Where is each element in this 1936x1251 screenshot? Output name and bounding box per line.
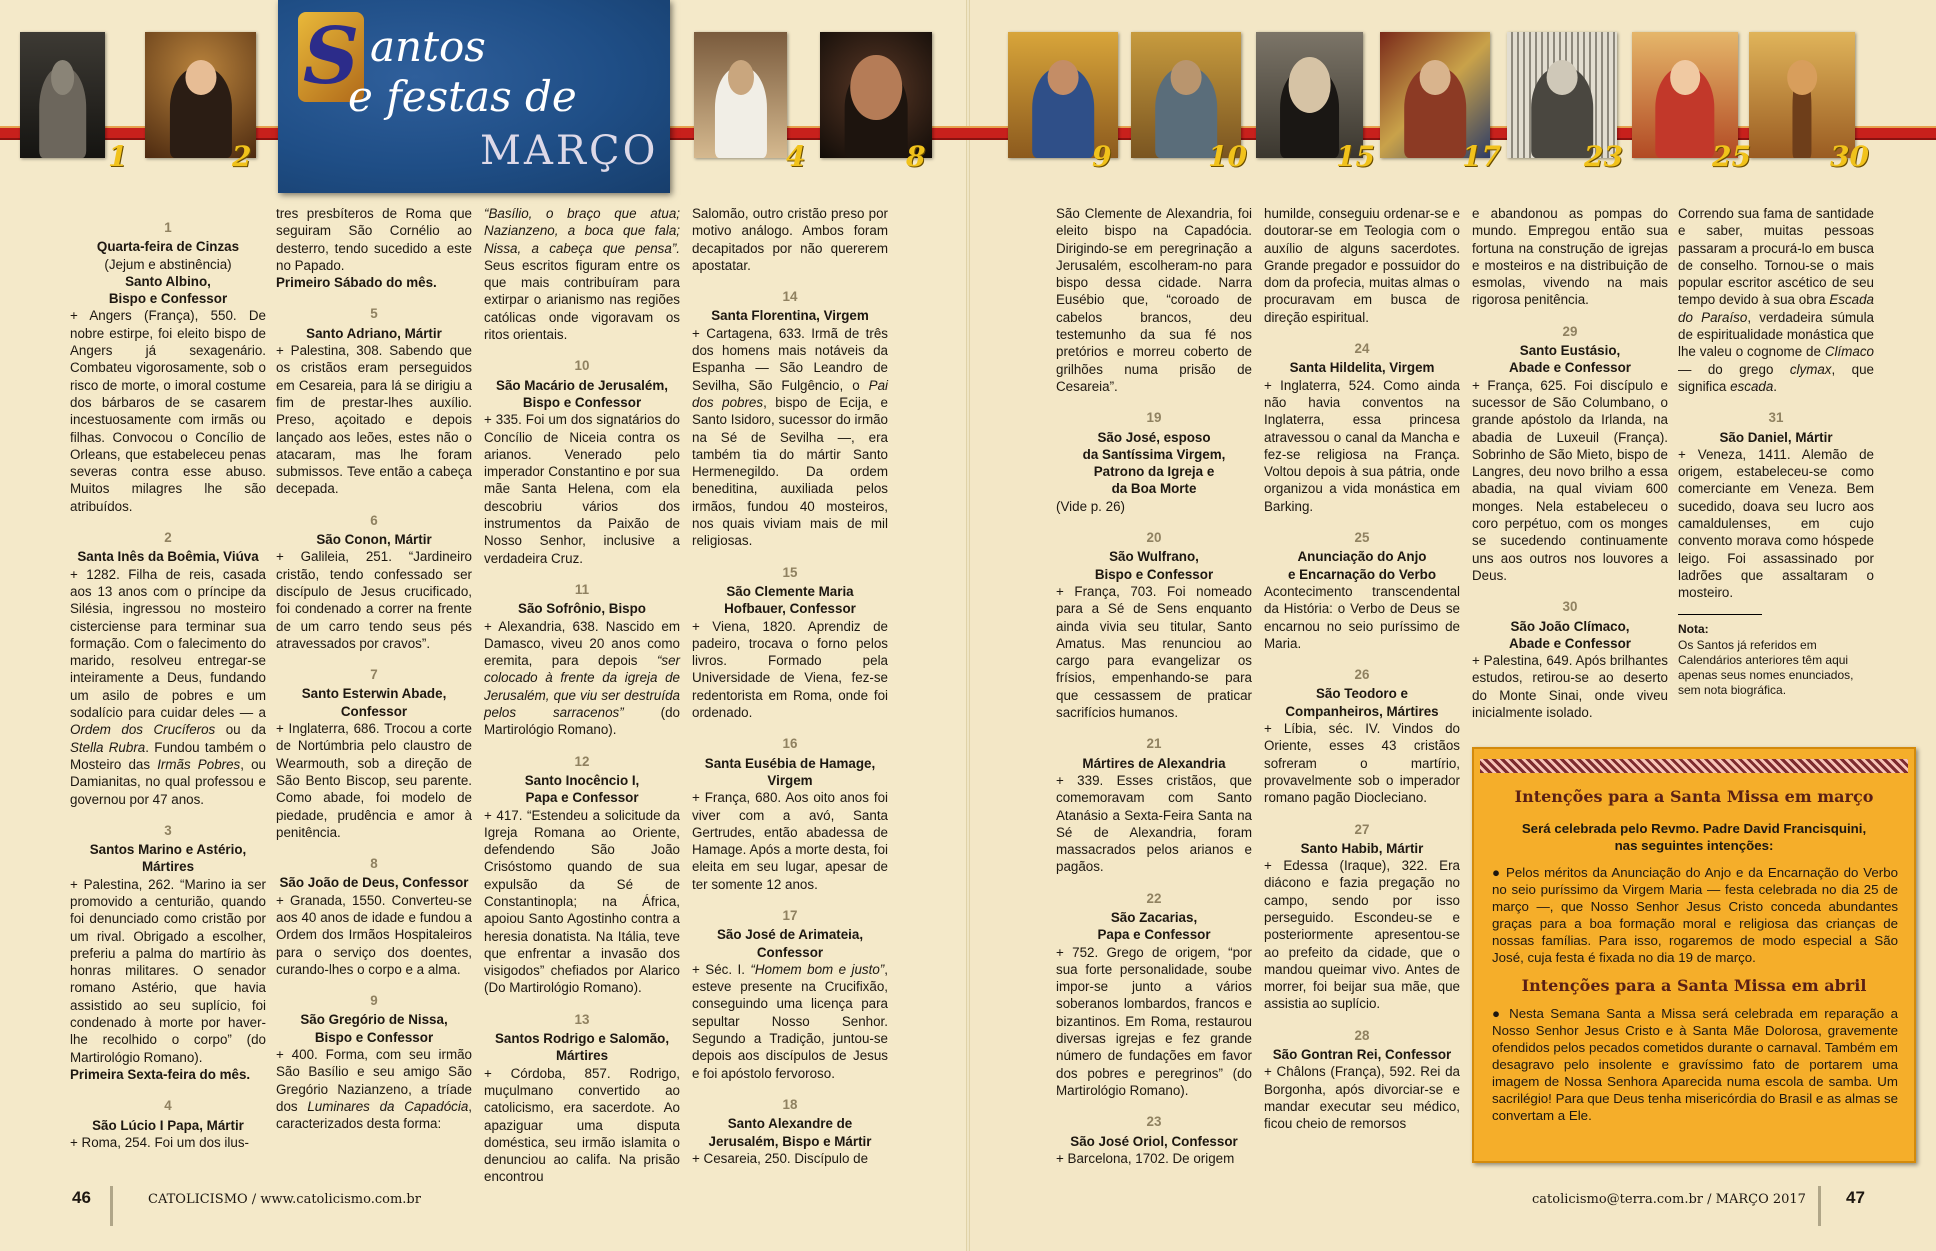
entry-text: Salomão, outro cristão preso por motivo análogo. Ambos foram decapitados por não quererem apostatar. [692,206,888,273]
day-number: 1 [164,220,172,235]
column-2 [276,205,472,1165]
entry-heading: Santa Hildelita, Virgem [1289,360,1435,376]
entry-heading: Virgem [767,772,813,788]
day-number: 3 [164,822,172,838]
saint-image-4 [694,32,787,158]
entry-text: + 752. Grego de origem, “por sua forte personalidade, soube impor-se junto a vários soberanos lombardos, francos e bizantinos. Em Roma, restaurou diversas igrejas e fez grande número de fundações em favor dos pobres e peregrinos” (do Martirológio Romano). [1056,944,1252,1098]
column-1 [70,205,266,1165]
thumb-number: 4 [786,140,806,173]
entry-heading: São João Clímaco, [1510,618,1630,634]
title-line-2: e festas de [348,72,577,121]
page-spine [966,0,970,1251]
day-number: 24 [1354,341,1370,357]
footer-divider [110,1186,113,1226]
entry-heading: Anunciação do Anjo [1297,549,1427,565]
day-number: 5 [370,306,378,322]
entry-text: + Angers (França), 550. De nobre estirpe, foi eleito bispo de Angers já sexagenário. Combateu vigorosamente, sob o risco de morte, o imoral costume dos bárbaros de se casarem incestuosamente com irmãs ou filhas. Convocou o Concílio de Orleans, que estabeleceu penas severas contra esse abuso. Muitos milagres lhe são atribuídos. [70,308,266,514]
box-heading-april: Intenções para a Santa Missa em abril [1521,976,1867,995]
day-number: 25 [1354,530,1370,546]
entry-text: + Cartagena, 633. Irmã de três dos homens mais notáveis da Espanha — São Leandro de Sevilha, São Fulgêncio, o Pai dos pobres, bispo de Ecija, e Santo Isidoro, sucessor do irmão na Sé de Sevilha —, era também tia do mártir Santo Hermenegildo. Da ordem beneditina, auxiliada pelos irmãos, fundou 40 mosteiros, nos quais viviam mais de mil religiosas. [692,325,888,549]
entry-heading: Santo Inocêncio I, [524,772,640,788]
entry-note: Primeiro Sábado do mês. [276,275,437,291]
entry-text: + Líbia, séc. IV. Vindos do Oriente, esses 43 cristãos sofreram o martírio, provavelmente sob o imperador romano pagão Diocleciano. [1264,721,1460,806]
entry-heading: Confessor [756,944,824,960]
entry-text: + Córdoba, 857. Rodrigo, muçulmano convertido ao catolicismo, era sacerdote. Ao apaziguar uma disputa doméstica, seu irmão islamita o denunciou ao califa. Na prisão encontrou [484,1065,680,1185]
entry-heading: São Gregório de Nissa, [300,1012,448,1028]
entry-heading: Bispo e Confessor [314,1029,434,1045]
day-number: 11 [574,581,590,597]
thumb-number: 2 [232,140,252,173]
entry-text: + França, 703. Foi nomeado para a Sé de Sens enquanto ainda vivia seu titular, Santo Amatus. Mas renunciou ao cargo para evangelizar os frísios, empenhando-se para que cessassem de praticar sacrifícios humanos. [1056,583,1252,721]
title-month: MARÇO [480,128,659,174]
day-number: 20 [1146,530,1162,546]
entry-text: + 339. Esses cristãos, que comemoravam com Santo Atanásio a Sexta-Feira Santa na Sé de Alexandria, foram massacrados pelos arianos e pagãos. [1056,772,1252,875]
entry-text: + Palestina, 262. “Marino ia ser promovido a centurião, quando foi denunciado como cristão por um rival. Obrigado a escolher, preferiu a palma do martírio às honras militares. O senador romano Astério, que havia assistido ao seu suplício, foi condenado à morte por haver-lhe recolhido o corpo” (do Martirológio Romano). [70,876,266,1065]
entry-text: + Cesareia, 250. Discípulo de [692,1150,869,1166]
saint-image-1 [20,32,105,158]
ornamental-border [1480,759,1908,773]
day-number: 14 [782,289,798,305]
thumb-number: 25 [1712,140,1751,173]
entry-heading: Santo Habib, Mártir [1300,840,1424,856]
entry-text: + Edessa (Iraque), 322. Era diácono e fazia pregação no campo, sendo por isso perseguido. Escondeu-se e posteriormente apresentou-se ao prefeito da cidade, que o mandou queimar vivo. Antes de morrer, foi beijar sua mãe, que assistia ao suplício. [1264,858,1460,1012]
entry-heading: São Sofrônio, Bispo [518,601,646,617]
entry-text: + Veneza, 1411. Alemão de origem, estabeleceu-se como comerciante em Veneza. Bem sucedido, doava seu lucro aos camaldulenses, em cujo convento morava como hóspede leigo. Foi assassinado por ladrões que assaltaram o mosteiro. [1678,446,1874,601]
box-subheading: Será celebrada pelo Revmo. Padre David Francisquini, nas seguintes intenções: [1521,821,1867,853]
thumb-number: 17 [1462,140,1501,173]
day-number: 28 [1354,1027,1370,1043]
entry-heading: Quarta-feira de Cinzas [96,239,240,255]
day-number: 15 [782,564,798,580]
thumb-number: 1 [108,140,128,173]
entry-heading: da Santíssima Virgem, [1082,446,1226,462]
entry-heading: Abade e Confessor [1508,360,1632,376]
day-number: 8 [370,856,378,872]
day-number: 21 [1146,736,1162,752]
entry-text: + Palestina, 649. Após brilhantes estudos, retirou-se ao deserto do Monte Sinai, onde viveu inicialmente isolado. [1472,653,1668,721]
entry-heading: Santa Inês da Boêmia, Viúva [77,549,259,565]
entry-heading: Papa e Confessor [1097,927,1211,943]
entry-text: + Châlons (França), 592. Rei da Borgonha, após divorciar-se e mandar executar seu médico, ficou cheio de remorsos [1264,1064,1460,1132]
entry-text: + 400. Forma, com seu irmão São Basílio e seu amigo São Gregório Nazianzeno, a tríade dos Luminares da Capadócia, caracterizados desta forma: [276,1047,472,1132]
entry-text: São Clemente de Alexandria, foi eleito bispo na Capadócia. Dirigindo-se em peregrinação a Jerusalém, escolheram-no para bispo dessa cidade. Narra Eusébio que, “coroado de cabelos brancos, deu testemunho da sua fé nos pretórios e morreu coberto de grilhões numa prisão de Cesareia”. [1056,206,1252,394]
entry-text: + 335. Foi um dos signatários do Concílio de Niceia contra os arianos. Venerado pelo imperador Constantino e por sua mãe Santa Helena, com ela descobriu vários dos instrumentos da Paixão de Nosso Senhor, inclusive a verdadeira Cruz. [484,412,680,566]
entry-text: + França, 680. Aos oito anos foi viver com a avó, Santa Gertrudes, então abadessa de Hamage. Após a morte desta, foi eleita em seu lugar, apesar de ter somente 12 anos. [692,790,888,892]
entry-heading: Bispo e Confessor [1094,566,1214,582]
entry-text: + França, 625. Foi discípulo e sucessor de São Columbano, o grande apóstolo da Irlanda, na abadia de Luxeuil (França). Sobrinho de São Mieto, bispo de Langres, deu novo brilho a essa abadia, na qual viviam 600 monges. Nela estabeleceu o coro perpétuo, com os monges se sucedendo continuamente uns aos outros nos louvores a Deus. [1472,377,1668,583]
day-number: 17 [782,907,798,923]
entry-text: + Roma, 254. Foi um dos ilus- [70,1134,249,1150]
column-3 [484,205,681,1185]
entry-text: “Basílio, o braço que atua; Nazianzeno, a boca que fala; Nissa, a cabeça que pensa”. Seus escritos figuram entre os que mais contribuíram para extirpar o arianismo nas regiões católicas onde vigoravam os ritos orientais. [484,206,680,343]
entry-heading: Santo Albino, [125,273,211,289]
day-number: 12 [574,753,590,769]
day-number: 18 [782,1096,798,1112]
day-number: 4 [164,1098,172,1114]
day-number: 27 [1354,821,1370,837]
entry-heading: Santos Rodrigo e Salomão, [494,1031,670,1047]
entry-text: Acontecimento transcendental da História: o Verbo de Deus se encarnou no seio puríssimo de Maria. [1264,583,1460,651]
entry-text: Correndo sua fama de santidade e saber, muitas pessoas passaram a procurá-lo em busca de conselho. Tornou-se o mais popular escritor ascético de seu tempo devido à sua obra Escada do Paraíso, verdadeira súmula de espiritualidade monástica que lhe valeu o cognome de Clímaco — do grego clymax, que significa escada. [1678,206,1874,394]
entry-heading: São Zacarias, [1110,909,1198,925]
day-number: 29 [1562,323,1578,339]
mass-intentions-box [1472,747,1916,1163]
column-8 [1678,205,1874,745]
column-7 [1472,205,1668,745]
page-title-box [278,0,670,193]
note-text: Os Santos já referidos em Calendários anteriores têm aqui apenas seus nomes enunciados, sem nota biográfica. [1678,637,1854,697]
title-line-1: antos [370,22,486,71]
entry-heading: São Wulfrano, [1109,549,1199,565]
day-number: 23 [1146,1114,1162,1130]
entry-heading: São Clemente Maria [726,583,854,599]
entry-heading: Santo Esterwin Abade, [301,686,447,702]
entry-heading: Bispo e Confessor [108,291,228,307]
entry-heading: São José Oriol, Confessor [1070,1133,1238,1149]
entry-heading: Mártires de Alexandria [1082,755,1226,771]
day-number: 31 [1768,410,1784,426]
entry-heading: São José de Arimateia, [716,927,864,943]
thumb-number: 8 [906,140,926,173]
entry-text: + 417. “Estendeu a solicitude da Igreja Romana ao Oriente, defendendo São João Crisóstomo quando de sua expulsão da Sé de Constantinopla; na África, apoiou Santo Agostinho contra a heresia donatista. Na Itália, teve que enfrentar a invasão dos visigodos” chefiados por Alarico (Do Martirológio Romano). [484,807,680,996]
thumb-number: 9 [1092,140,1112,173]
day-number: 22 [1146,890,1162,906]
column-6 [1264,205,1460,1165]
thumb-number: 30 [1830,140,1869,173]
entry-heading: Papa e Confessor [525,790,639,806]
box-heading-march: Intenções para a Santa Missa em março [1514,787,1874,806]
entry-heading: Bispo e Confessor [522,394,642,410]
day-number: 6 [370,512,378,528]
entry-heading: Santo Alexandre de Jerusalém, Bispo e Mártir [708,1116,872,1149]
day-number: 7 [370,667,378,683]
entry-text: tres presbíteros de Roma que seguiram São Cornélio ao desterro, tendo sucedido a este no Papado. [276,206,472,273]
day-number: 26 [1354,667,1370,683]
entry-text: + Barcelona, 1702. De origem [1056,1150,1235,1166]
entry-heading: São Daniel, Mártir [1719,429,1833,445]
day-number: 30 [1562,599,1578,615]
page-number-right: 47 [1846,1188,1865,1207]
entry-text: + Séc. I. “Homem bom e justo”, esteve presente na Crucifixão, conseguindo uma licença para sepultar Nosso Senhor. Segundo a Tradição, juntou-se depois aos discípulos de Jesus e foi apóstolo fervoroso. [692,961,888,1081]
entry-heading: Santo Adriano, Mártir [306,325,442,341]
footer-left-text: CATOLICISMO / www.catolicismo.com.br [148,1192,421,1207]
entry-note: Primeira Sexta-feira do mês. [70,1066,251,1082]
entry-heading: Confessor [340,703,408,719]
entry-heading: Companheiros, Mártires [1285,703,1439,719]
entry-text: + 1282. Filha de reis, casada aos 13 anos com o príncipe da Silésia, ingressou no mosteiro cisterciense para terminar sua formação. Com o falecimento do marido, resolveu entregar-se inteiramente a Deus, fundando um asilo de pobres e um sodalício para cuidar deles — a Ordem dos Crucíferos ou da Stella Rubra. Fundou também o Mosteiro das Irmãs Pobres, ou Damianitas, no qual professou e governou por 47 anos. [70,566,267,807]
entry-text: + Galileia, 251. “Jardineiro cristão, tendo confessado ser discípulo de Jesus crucificado, foi condenado a correr na frente de um carro tendo seus pés atravessados por cravos”. [276,549,472,651]
entry-text: + Inglaterra, 524. Como ainda não havia conventos na Inglaterra, essa princesa atravessou o canal da Mancha e fez-se religiosa na França. Voltou depois à sua pátria, onde organizou a vida monástica em Barking. [1264,377,1460,514]
footer-divider [1818,1186,1821,1226]
entry-heading: Patrono da Igreja e [1093,464,1215,480]
entry-heading: São Conon, Mártir [316,532,432,548]
day-number: 9 [370,993,378,1009]
thumb-number: 10 [1208,140,1247,173]
illuminated-letter: S [298,12,364,102]
column-5 [1056,205,1252,1165]
column-4 [692,205,888,1165]
entry-text: + Alexandria, 638. Nascido em Damasco, viveu 20 anos como eremita, para depois “ser colocado à frente da igreja de Jerusalém, que viu ser destruída pelos sarracenos” (do Martirológio Romano). [484,618,681,738]
thumb-number: 23 [1584,140,1623,173]
entry-heading: São Teodoro e [1315,686,1408,702]
note-title: Nota: [1678,621,1709,636]
entry-heading: Hofbauer, Confessor [724,601,856,617]
note-divider [1678,614,1762,638]
entry-heading: São Macário de Jerusalém, [496,377,668,393]
entry-text: + Granada, 1550. Converteu-se aos 40 anos de idade e fundou a Ordem dos Irmãos Hospitaleiros para o serviço dos doentes, curando-lhes o corpo e a alma. [276,892,472,977]
day-number: 19 [1146,410,1162,426]
entry-heading: e Encarnação do Verbo [1287,566,1437,582]
thumb-number: 15 [1336,140,1375,173]
entry-heading: São Lúcio I Papa, Mártir [92,1117,244,1133]
entry-heading: São João de Deus, Confessor [279,875,469,891]
day-number: 2 [164,530,172,546]
box-paragraph-april: ● Nesta Semana Santa a Missa será celebrada em reparação a Nosso Senhor Jesus Cristo e à Santa Mãe Dolorosa, gravemente ofendidos pelos pecados cometidos durante o carnaval. Também em desagravo pelo insolente e gravíssimo fato de portarem uma imagem de Nossa Senhora Aparecida numa escola de samba. Um sacrilégio! Para que Deus tenha misericórdia do Brasil e as almas se convertam a Ele. [1492,1006,1898,1123]
page-number-left: 46 [72,1188,91,1207]
entry-text: humilde, conseguiu ordenar-se e doutorar-se em Teologia com o auxílio de alguns sacerdotes. Grande pregador e possuidor do dom da profecia, muitas almas o procuravam em busca de direção espiritual. [1264,206,1460,325]
entry-heading: Santa Eusébia de Hamage, [704,755,876,771]
entry-heading: Mártires [141,859,195,875]
entry-text: (Vide p. 26) [1056,498,1125,514]
footer-right-text: catolicismo@terra.com.br / MARÇO 2017 [1532,1192,1806,1207]
entry-text: + Viena, 1820. Aprendiz de padeiro, trocava o forno pelos livros. Formado pela Universidade de Viena, fez-se redentorista em Roma, onde foi ordenado. [692,618,888,721]
entry-heading: São Gontran Rei, Confessor [1272,1047,1452,1063]
entry-text: + Palestina, 308. Sabendo que os cristãos eram perseguidos em Cesareia, para lá se dirigiu a fim de prestar-lhes auxílio. Preso, açoitado e depois lançado aos leões, estes não o atacaram, mas lhe foram submissos. Teve então a cabeça decepada. [276,343,472,497]
entry-text: + Inglaterra, 686. Trocou a corte de Nortúmbria pelo claustro de Wearmouth, sob a direção de São Bento Biscop, seu parente. Como abade, foi modelo de piedade, prudência e amor à penitência. [276,721,472,840]
entry-heading: Santo Eustásio, [1519,343,1621,359]
entry-heading: São José, esposo [1097,429,1211,445]
entry-note: (Jejum e abstinência) [104,256,232,272]
day-number: 13 [574,1011,590,1027]
entry-heading: Santa Florentina, Virgem [711,308,869,324]
entry-text: e abandonou as pompas do mundo. Empregou então sua fortuna na construção de igrejas e mosteiros e na distribuição de esmolas, vivendo na mais rigorosa penitência. [1472,206,1668,308]
entry-heading: Mártires [555,1048,609,1064]
day-number: 16 [782,736,798,752]
entry-heading: Abade e Confessor [1508,635,1632,651]
entry-heading: da Boa Morte [1111,481,1197,497]
entry-heading: Santos Marino e Astério, [89,842,247,858]
day-number: 10 [574,358,590,374]
box-paragraph-march: ● Pelos méritos da Anunciação do Anjo e da Encarnação do Verbo no seio puríssimo da Virgem Maria — festa celebrada no dia 25 de março —, que Nosso Senhor Jesus Cristo conceda abundantes graças para a boa formação moral e religiosa das crianças de nossas famílias. Para isso, rogaremos de modo especial a São José, cuja festa é fixada no dia 19 de março. [1492,865,1898,965]
